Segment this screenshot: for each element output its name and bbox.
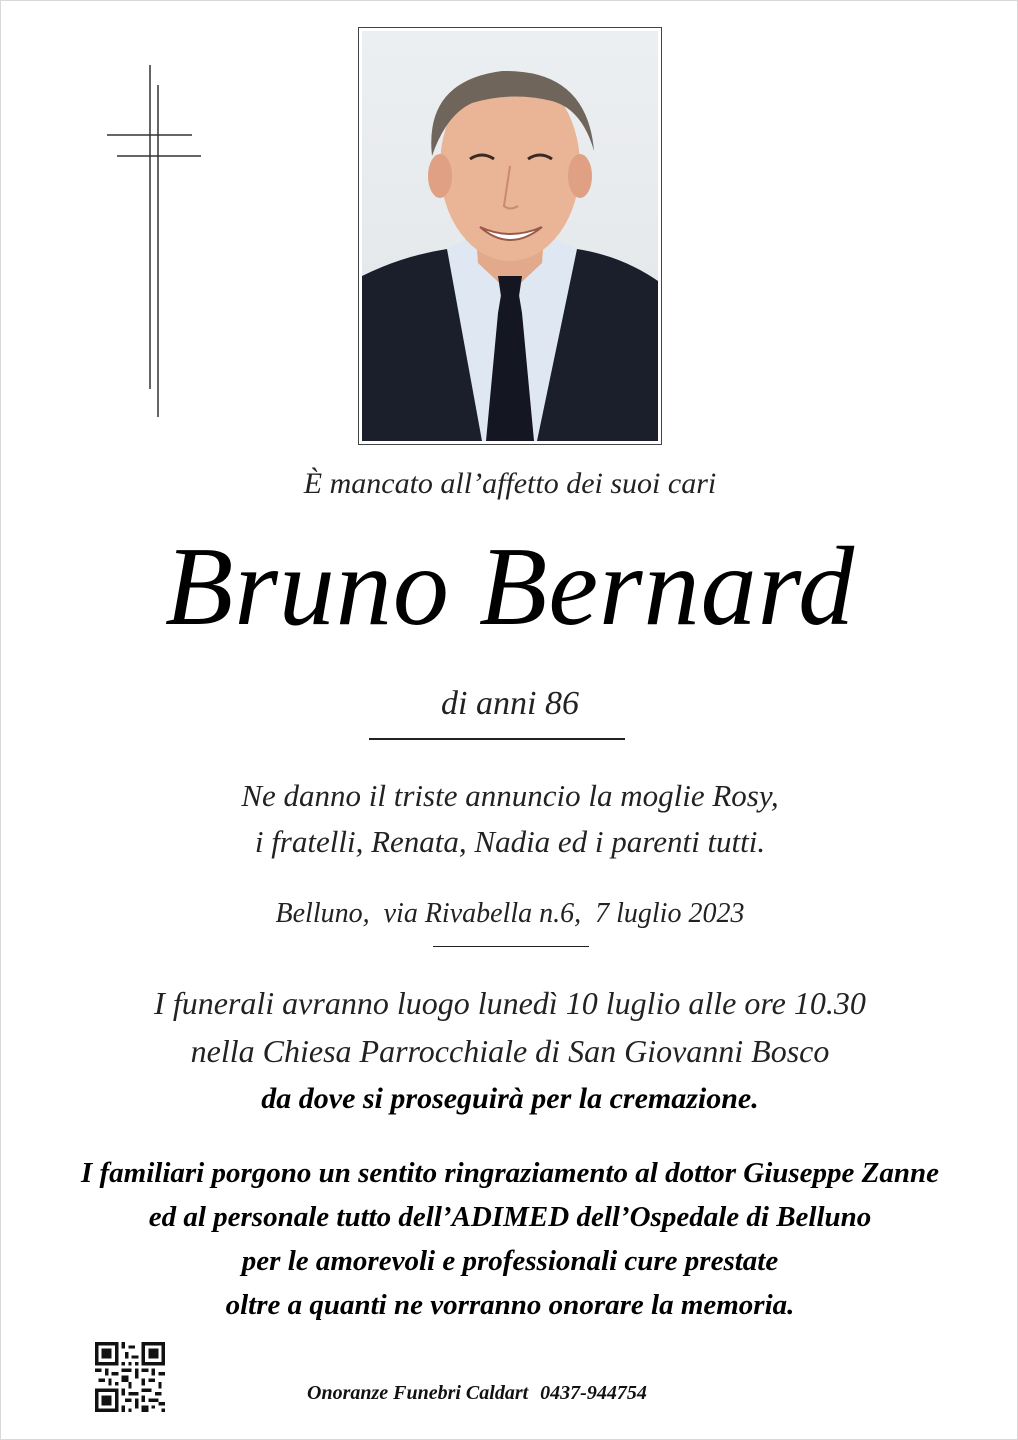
deceased-name: Bruno Bernard [164,525,856,649]
funeral-home-name: Onoranze Funebri Caldart [307,1382,529,1404]
qr-code-icon[interactable] [95,1342,165,1412]
portrait-photo [358,27,662,445]
announcement-line: Ne danno il triste annuncio la moglie Rosy, [241,778,779,813]
thanks-text [1,1151,1018,1327]
place-address: via Rivabella n.6, [383,898,582,929]
thanks-line: I familiari porgono un sentito ringraziamento al dottor Giuseppe Zanne [80,1157,940,1189]
age-text: di anni 86 [441,685,579,722]
place-city: Belluno, [275,898,370,929]
thanks-line: ed al personale tutto dell’ADIMED dell’Ospedale di Belluno [148,1201,872,1233]
funeral-home-footer [307,1382,647,1405]
funeral-line: nella Chiesa Parrocchiale di San Giovanni Bosco [190,1033,830,1069]
thanks-line: oltre a quanti ne vorranno onorare la memoria. [225,1289,795,1321]
divider-line [369,738,625,740]
cross-icon [107,65,201,417]
place-date-text [1,898,1018,930]
announcement-line: i fratelli, Renata, Nadia ed i parenti tutti. [254,824,766,859]
divider-line [433,946,589,947]
funeral-info [1,979,1018,1123]
funeral-line: I funerali avranno luogo lunedì 10 luglio alle ore 10.30 [154,985,866,1021]
place-date: 7 luglio 2023 [595,898,745,929]
thanks-line: per le amorevoli e professionali cure prestate [241,1245,779,1277]
funeral-line: da dove si proseguirà per la cremazione. [261,1082,759,1115]
announcement-text [1,773,1018,865]
funeral-home-phone[interactable]: 0437-944754 [540,1382,647,1404]
intro-text: È mancato all’affetto dei suoi cari [303,467,717,500]
